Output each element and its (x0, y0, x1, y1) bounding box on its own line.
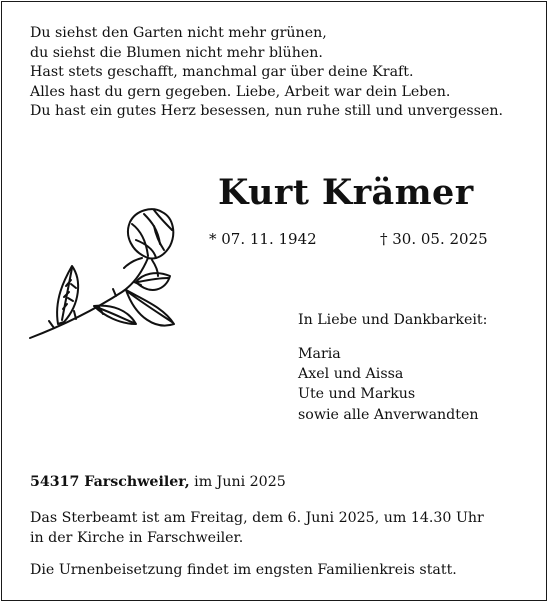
funeral-line: Das Sterbeamt ist am Freitag, dem 6. Juni 2025, um 14.30 Uhr (30, 510, 484, 526)
poem-line: Alles hast du gern gegeben. Liebe, Arbeit war dein Leben. (30, 83, 451, 100)
poem-line: Du hast ein gutes Herz besessen, nun ruhe still und unvergessen. (30, 103, 504, 120)
poem-line: Hast stets geschafft, manchmal gar über deine Kraft. (30, 64, 414, 81)
mourner: Ute und Markus (298, 386, 416, 403)
poem-line: du siehst die Blumen nicht mehr blühen. (30, 44, 323, 61)
funeral-info (30, 508, 530, 548)
funeral-line: in der Kirche in Farschweiler. (30, 530, 244, 546)
rose-illustration-icon (24, 200, 184, 350)
thanks-line: In Liebe und Dankbarkeit: (298, 312, 488, 328)
place-date-line (30, 474, 286, 490)
mourner: Axel und Aissa (298, 366, 404, 383)
mourners-list (298, 344, 478, 425)
mourner: sowie alle Anverwandten (298, 406, 479, 423)
place-location: 54317 Farschweiler, (30, 474, 190, 490)
death-date: † 30. 05. 2025 (380, 230, 488, 248)
mourner: Maria (298, 346, 341, 362)
poem (30, 24, 530, 122)
place-date: im Juni 2025 (189, 474, 286, 490)
deceased-name: Kurt Krämer (218, 172, 474, 213)
birth-date: * 07. 11. 1942 (209, 230, 317, 248)
urn-note: Die Urnenbeisetzung findet im engsten Familienkreis statt. (30, 562, 457, 578)
poem-line: Du siehst den Garten nicht mehr grünen, (30, 25, 327, 41)
